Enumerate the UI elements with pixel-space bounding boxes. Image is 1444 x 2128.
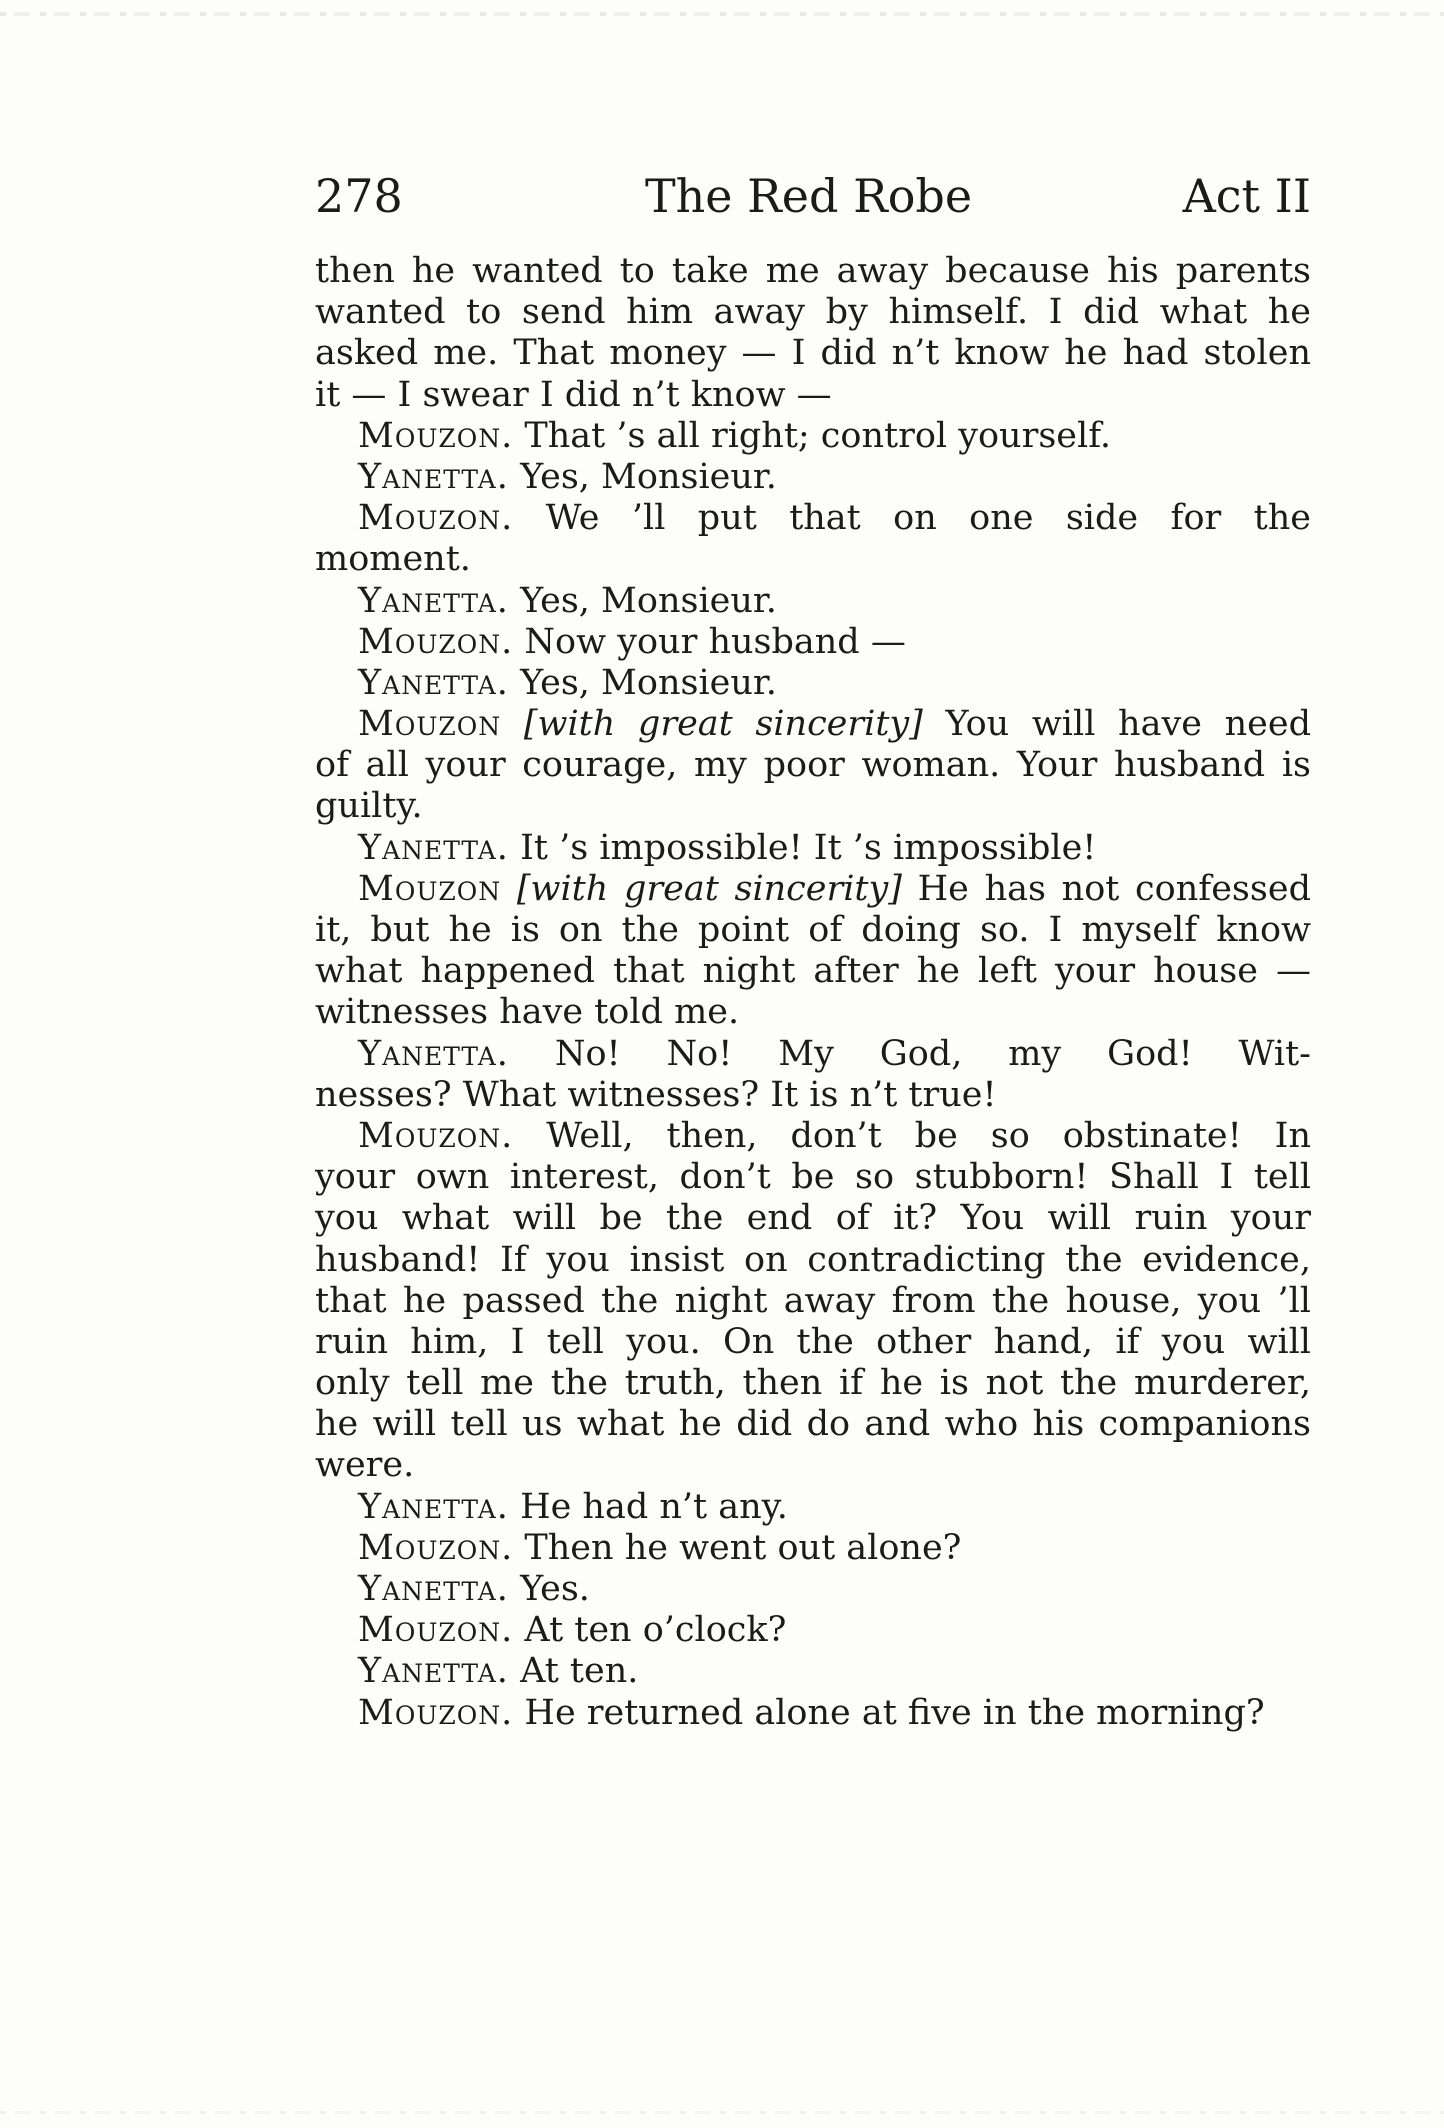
scan-edge-top [0, 12, 1444, 16]
line-text: At ten. [520, 1651, 639, 1692]
speaker-name: Mouzon [358, 704, 502, 745]
speaker-name: Yanetta. [358, 580, 509, 621]
speaker-name: Mouzon [358, 868, 502, 909]
speech-line [315, 1116, 1311, 1157]
running-header [315, 168, 1311, 224]
line-text: you what will be the end of it? You will ruin your [315, 1198, 1311, 1239]
speaker-name: Yanetta. [358, 1651, 509, 1692]
speech-line [315, 1693, 1311, 1734]
text-line [315, 1240, 1311, 1281]
line-text: Yes, Monsieur. [520, 580, 777, 621]
line-text: of all your courage, my poor woman. Your husband is [315, 745, 1311, 786]
speaker-name: Mouzon. [358, 415, 514, 456]
speech-line [315, 498, 1311, 539]
line-text: Then he went out alone? [524, 1527, 962, 1568]
speaker-name: Yanetta. [358, 827, 509, 868]
speech-line [315, 663, 1311, 704]
line-text: No! No! My God, my God! Wit- [554, 1033, 1311, 1074]
text-line [315, 992, 1311, 1033]
text-line [315, 1363, 1311, 1404]
line-text: You will have need [945, 704, 1311, 745]
line-text: husband! If you insist on contradicting the evidence, [315, 1239, 1311, 1280]
line-text: Yes, Monsieur. [520, 662, 777, 703]
stage-direction: [with great sincerity] [516, 868, 902, 909]
scan-edge-bottom [0, 2111, 1444, 2114]
line-text: He has not confessed [917, 868, 1311, 909]
speech-line [315, 1610, 1311, 1651]
text-line [315, 1157, 1311, 1198]
speech-line [315, 828, 1311, 869]
text-line [315, 1198, 1311, 1239]
speech-line [315, 581, 1311, 622]
speaker-name: Yanetta. [358, 1569, 509, 1609]
line-text: only tell me the truth, then if he is not the murderer, [315, 1363, 1311, 1404]
text-line [315, 910, 1311, 951]
text-line [315, 375, 1311, 416]
speech-line [315, 416, 1311, 457]
dialogue-text [315, 251, 1311, 1734]
line-text: We ’ll put that on one side for the [545, 498, 1311, 539]
text-line [315, 1404, 1311, 1445]
speech-line [315, 1528, 1311, 1569]
text-line [315, 333, 1311, 374]
speaker-name: Mouzon. [358, 621, 514, 662]
speaker-name: Mouzon. [358, 1115, 514, 1156]
text-line [315, 1322, 1311, 1363]
running-title: The Red Robe [645, 169, 973, 223]
speaker-name: Mouzon. [358, 1610, 514, 1651]
line-text: it, but he is on the point of doing so. I myself know [315, 910, 1311, 950]
text-line [315, 539, 1311, 580]
line-text: moment. [315, 539, 471, 580]
speech-line [315, 622, 1311, 663]
speaker-name: Yanetta. [358, 1033, 509, 1074]
speech-line [315, 457, 1311, 498]
line-text: it — I swear I did n’t know — [315, 374, 832, 415]
line-text: nesses? What witnesses? It is n’t true! [315, 1074, 997, 1115]
speech-line [315, 1034, 1311, 1075]
line-text: ruin him, I tell you. On the other hand, if you will [315, 1321, 1311, 1362]
text-line [315, 786, 1311, 827]
speech-line [315, 1651, 1311, 1692]
line-text: Yes. [520, 1569, 590, 1609]
speaker-name: Mouzon. [358, 1527, 514, 1568]
line-text: were. [315, 1445, 415, 1486]
line-text: asked me. That money — I did n’t know he had stolen [315, 333, 1311, 374]
speaker-name: Yanetta. [358, 662, 509, 703]
page-number: 278 [315, 169, 403, 223]
line-text: That ’s all right; control yourself. [524, 415, 1112, 456]
line-text: Well, then, don’t be so obstinate! In [546, 1115, 1311, 1156]
line-text: Now your husband — [524, 621, 906, 662]
line-text: your own interest, don’t be so stubborn! Shall I tell [315, 1157, 1311, 1198]
speech-line [315, 704, 1311, 745]
text-line [315, 745, 1311, 786]
text-line [315, 292, 1311, 333]
line-text: He had n’t any. [520, 1486, 788, 1527]
speaker-name: Yanetta. [358, 1486, 509, 1527]
line-text: Yes, Monsieur. [520, 456, 777, 497]
speaker-name: Yanetta. [358, 456, 509, 497]
speech-line [315, 1569, 1311, 1610]
line-text: It ’s impossible! It ’s impossible! [520, 827, 1097, 868]
line-text: what happened that night after he left your house — [315, 951, 1311, 992]
speaker-name: Mouzon. [358, 1692, 514, 1733]
speech-line [315, 1487, 1311, 1528]
line-text: witnesses have told me. [315, 992, 740, 1033]
text-line [315, 951, 1311, 992]
text-line [315, 1445, 1311, 1486]
line-text: he will tell us what he did do and who his companions [315, 1404, 1311, 1445]
line-text: that he passed the night away from the house, you ’ll [315, 1280, 1311, 1321]
speaker-name: Mouzon. [358, 498, 514, 539]
text-line [315, 251, 1311, 292]
stage-direction: [with great sincerity] [523, 704, 923, 745]
text-line [315, 1281, 1311, 1322]
line-text: then he wanted to take me away because his parents [315, 251, 1311, 291]
text-line [315, 1075, 1311, 1116]
act-label: Act II [1182, 169, 1311, 223]
line-text: wanted to send him away by himself. I did what he [315, 292, 1311, 333]
line-text: guilty. [315, 786, 423, 827]
line-text: At ten o’clock? [524, 1610, 787, 1651]
speech-line [315, 869, 1311, 910]
line-text: He returned alone at five in the morning? [524, 1692, 1265, 1733]
